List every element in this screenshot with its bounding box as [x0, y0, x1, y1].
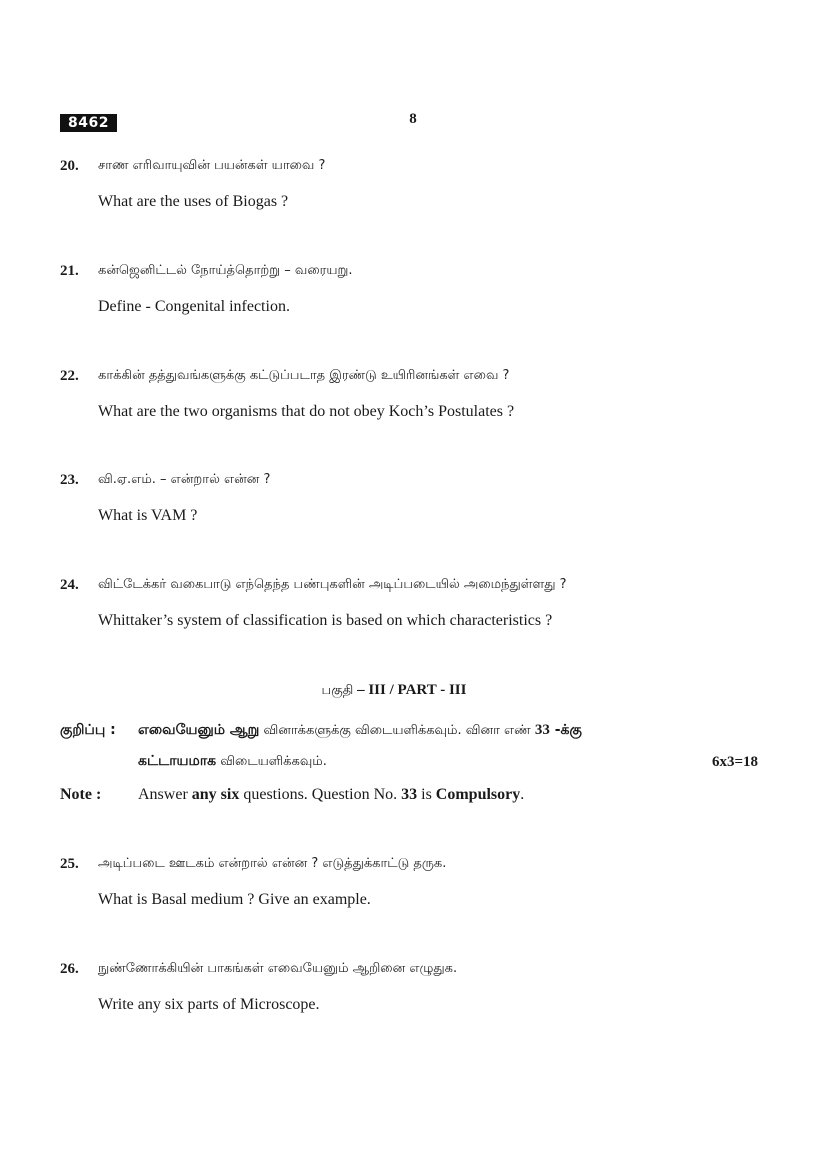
- note-text-2: questions. Question No.: [239, 786, 402, 803]
- note-text-3: is: [417, 786, 436, 803]
- question-tamil: சாண எரிவாயுவின் பயன்கள் யாவை ?: [98, 158, 326, 173]
- marks-allocation: 6x3=18: [712, 754, 759, 770]
- question-number: 20.: [60, 158, 79, 174]
- question-number: 24.: [60, 577, 79, 593]
- page-number: 8: [409, 111, 417, 127]
- note-tamil-emphasis: எவையேனும் ஆறு: [138, 722, 260, 738]
- note-bold-1: any six: [191, 786, 240, 803]
- question-number: 23.: [60, 472, 79, 488]
- question-tamil: வி.ஏ.எம். – என்றால் என்ன ?: [98, 472, 271, 487]
- question-english: What is VAM ?: [98, 507, 198, 524]
- part-heading-tamil: பகுதி: [321, 683, 354, 698]
- note-english-label: Note :: [60, 786, 102, 803]
- question-english: What is Basal medium ? Give an example.: [98, 891, 371, 908]
- note-text-1: Answer: [138, 786, 192, 803]
- part-heading-english: – III / PART - III: [353, 682, 467, 698]
- question-number: 22.: [60, 368, 79, 384]
- question-english: Write any six parts of Microscope.: [98, 996, 320, 1013]
- part-heading: [0, 680, 788, 699]
- question-tamil: கன்ஜெனிட்டல் நோய்த்தொற்று – வரையறு.: [98, 263, 353, 278]
- question-english: Define - Congenital infection.: [98, 298, 290, 315]
- note-tamil-line-2: [138, 753, 327, 771]
- question-english: What are the uses of Biogas ?: [98, 193, 289, 210]
- paper-code-badge: 8462: [60, 114, 117, 132]
- note-text-4: .: [520, 786, 525, 803]
- compulsory-question-number: 33: [534, 722, 550, 738]
- question-english: Whittaker’s system of classification is based on which characteristics ?: [98, 612, 553, 629]
- note-english-text: [138, 786, 524, 804]
- note-tamil-text: வினாக்களுக்கு விடையளிக்கவும். வினா எண்: [259, 723, 535, 738]
- question-number: 26.: [60, 961, 79, 977]
- question-tamil: அடிப்படை ஊடகம் என்றால் என்ன ? எடுத்துக்காட்டு தருக.: [98, 856, 447, 871]
- note-bold-2: 33: [401, 786, 418, 803]
- question-tamil: காக்கின் தத்துவங்களுக்கு கட்டுப்படாத இரண்டு உயிரினங்கள் எவை ?: [98, 368, 510, 383]
- note-tamil-text-2: விடையளிக்கவும்.: [216, 754, 327, 769]
- question-tamil: விட்டேக்கர் வகைபாடு எந்தெந்த பண்புகளின் அடிப்படையில் அமைந்துள்ளது ?: [98, 577, 567, 592]
- question-number: 25.: [60, 856, 79, 872]
- note-tamil-suffix: -க்கு: [549, 722, 582, 738]
- note-tamil-line-1: [138, 722, 582, 740]
- note-tamil-emphasis-2: கட்டாயமாக: [138, 753, 217, 769]
- question-english: What are the two organisms that do not obey Koch’s Postulates ?: [98, 403, 515, 420]
- question-number: 21.: [60, 263, 79, 279]
- question-tamil: நுண்ணோக்கியின் பாகங்கள் எவையேனும் ஆறினை எழுதுக.: [98, 961, 458, 976]
- note-bold-3: Compulsory: [435, 786, 521, 803]
- note-tamil-label: குறிப்பு :: [60, 722, 116, 738]
